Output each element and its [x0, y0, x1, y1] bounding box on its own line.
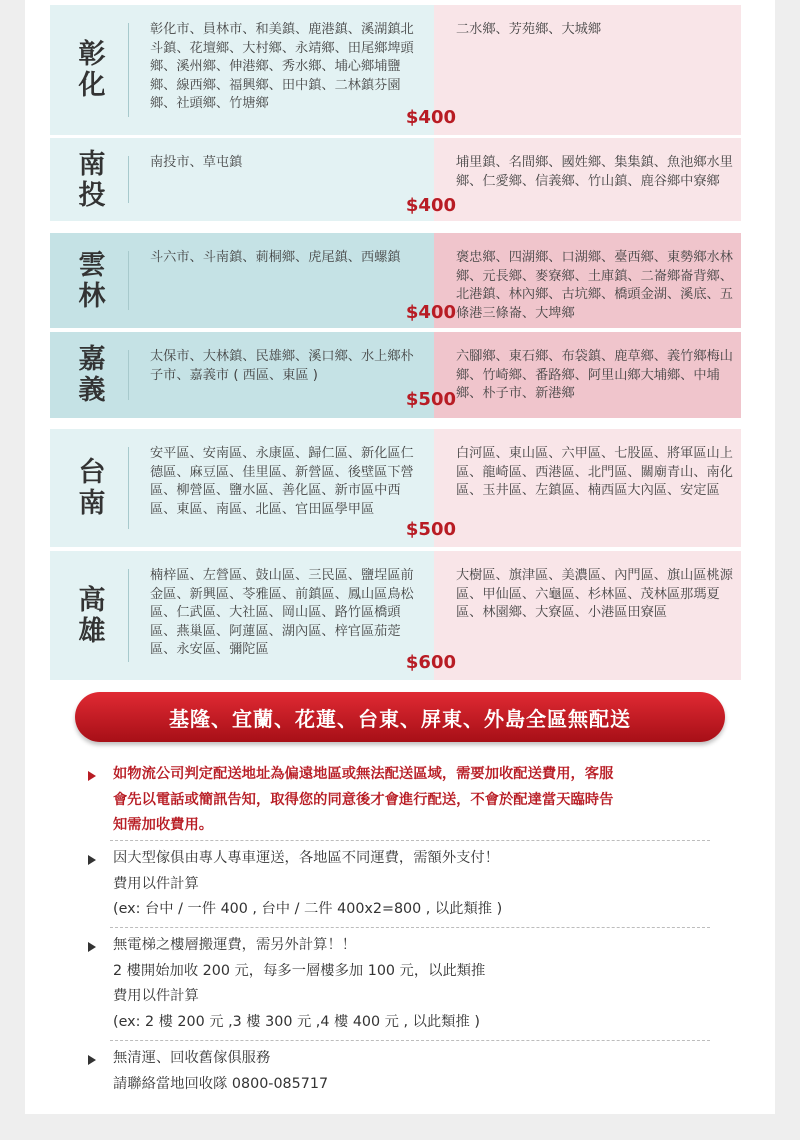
standard-delivery-areas: 安平區、安南區、永康區、歸仁區、新化區仁德區、麻豆區、佳里區、新營區、後壁區下營區、柳營區、鹽水區、善化區、新市區中西區、東區、南區、北區、官田區學甲區	[150, 446, 414, 517]
divider	[128, 23, 129, 117]
price: $500	[405, 389, 456, 410]
region-name: 彰化	[73, 39, 105, 101]
remote-areas: 二水鄉、芳苑鄉、大城鄉	[456, 22, 602, 37]
price: $400	[405, 302, 456, 323]
region-name: 雲林	[73, 249, 105, 312]
bullet-triangle-icon	[88, 1055, 96, 1065]
region-name: 高雄	[73, 584, 105, 647]
standard-delivery-areas: 南投市、草屯鎮	[150, 155, 243, 170]
region-row-nantou	[50, 138, 741, 223]
note-line: 因大型傢俱由專人專車運送，各地區不同運費，需額外支付！	[113, 850, 500, 866]
region-row-kaohsiung	[50, 551, 741, 682]
note-recycling	[88, 1046, 713, 1097]
bullet-triangle-icon	[88, 855, 96, 865]
note-large-furniture	[88, 846, 713, 923]
standard-delivery-areas: 楠梓區、左營區、鼓山區、三民區、鹽埕區前金區、新興區、苓雅區、前鎮區、鳳山區鳥松區、仁武區、大社區、岡山區、路竹區橋頭區、燕巢區、阿蓮區、湖內區、梓官區茄萣區、永安區、彌陀區	[150, 568, 414, 657]
note-remote-fee	[88, 762, 713, 839]
price: $400	[405, 195, 456, 216]
note-line: (ex: 台中 / 一件 400 , 台中 / 二件 400x2=800 , 以此類推 )	[113, 901, 503, 917]
region-name: 南投	[73, 148, 105, 211]
dashed-divider	[110, 927, 710, 928]
divider	[128, 156, 129, 203]
divider	[128, 251, 129, 310]
region-row-yunlin	[50, 233, 741, 330]
bullet-triangle-icon	[88, 942, 96, 952]
note-line: 費用以件計算	[113, 988, 199, 1004]
remote-areas: 六腳鄉、東石鄉、布袋鎮、鹿草鄉、義竹鄉梅山鄉、竹崎鄉、番路鄉、阿里山鄉大埔鄉、中埔鄉、朴子市、新港鄉	[456, 349, 733, 401]
price: $500	[405, 519, 456, 540]
region-row-tainan	[50, 429, 741, 549]
note-line: 請聯絡當地回收隊 0800-085717	[113, 1075, 329, 1092]
no-delivery-banner	[75, 692, 725, 742]
dashed-divider	[110, 840, 710, 841]
remote-areas: 埔里鎮、名間鄉、國姓鄉、集集鎮、魚池鄉水里鄉、仁愛鄉、信義鄉、竹山鎮、鹿谷鄉中寮鄉	[456, 155, 733, 189]
note-line: 2 樓開始加收 200 元，每多一層樓多加 100 元，以此類推	[113, 962, 486, 979]
note-line: (ex: 2 樓 200 元 ,3 樓 300 元 ,4 樓 400 元 , 以此類推 )	[113, 1013, 480, 1030]
zone-group-tainan-kaohsiung	[50, 429, 741, 682]
remote-areas: 大樹區、旗津區、美濃區、內門區、旗山區桃源區、甲仙區、六龜區、杉林區、茂林區那瑪夏區、林園鄉、大寮區、小港區田寮區	[456, 568, 733, 620]
note-line: 無電梯之樓層搬運費，需另外計算！！	[113, 937, 357, 953]
note-line: 費用以件計算	[113, 875, 199, 892]
note-line: 會先以電話或簡訊告知，取得您的同意後才會進行配送，不會於配達當天臨時告	[113, 791, 614, 808]
price: $400	[405, 107, 456, 128]
standard-delivery-areas: 太保市、大林鎮、民雄鄉、溪口鄉、水上鄉朴子市、嘉義市 ( 西區、東區 )	[150, 349, 414, 383]
divider	[128, 569, 129, 662]
note-line: 知需加收費用。	[113, 817, 214, 833]
note-stairs-fee	[88, 933, 713, 1035]
region-row-changhua	[50, 5, 741, 137]
standard-delivery-areas: 斗六市、斗南鎮、莿桐鄉、虎尾鎮、西螺鎮	[150, 250, 401, 265]
standard-delivery-areas: 彰化市、員林市、和美鎮、鹿港鎮、溪湖鎮北斗鎮、花壇鄉、大村鄉、永靖鄉、田尾鄉埤頭鄉、溪州鄉、伸港鄉、秀水鄉、埔心鄉埔鹽鄉、線西鄉、福興鄉、田中鎮、二林鎮芬園鄉、社頭鄉、竹塘鄉	[150, 22, 414, 111]
bullet-triangle-icon	[88, 771, 96, 781]
remote-areas: 褒忠鄉、四湖鄉、口湖鄉、臺西鄉、東勢鄉水林鄉、元長鄉、麥寮鄉、土庫鎮、二崙鄉崙背鄉、北港鎮、林內鄉、古坑鄉、橋頭金湖、溪底、五條港三條崙、大埤鄉	[456, 250, 733, 321]
region-row-chiayi	[50, 332, 741, 420]
price: $600	[405, 652, 456, 673]
remote-areas: 白河區、東山區、六甲區、七股區、將軍區山上區、龍崎區、西港區、北門區、關廟青山、南化區、玉井區、左鎮區、楠西區大內區、安定區	[456, 446, 733, 498]
divider	[128, 350, 129, 400]
region-name: 台南	[73, 457, 105, 519]
zone-group-changhua-nantou	[50, 5, 741, 223]
zone-group-yunlin-chiayi	[50, 233, 741, 420]
region-name: 嘉義	[73, 344, 105, 406]
note-line: 無清運、回收舊傢俱服務	[113, 1050, 271, 1066]
note-line: 如物流公司判定配送地址為偏遠地區或無法配送區域，需要加收配送費用，客服	[113, 766, 614, 782]
divider	[128, 447, 129, 529]
no-delivery-banner-text: 基隆、宜蘭、花蓮、台東、屏東、外島全區無配送	[169, 706, 631, 731]
dashed-divider	[110, 1040, 710, 1041]
